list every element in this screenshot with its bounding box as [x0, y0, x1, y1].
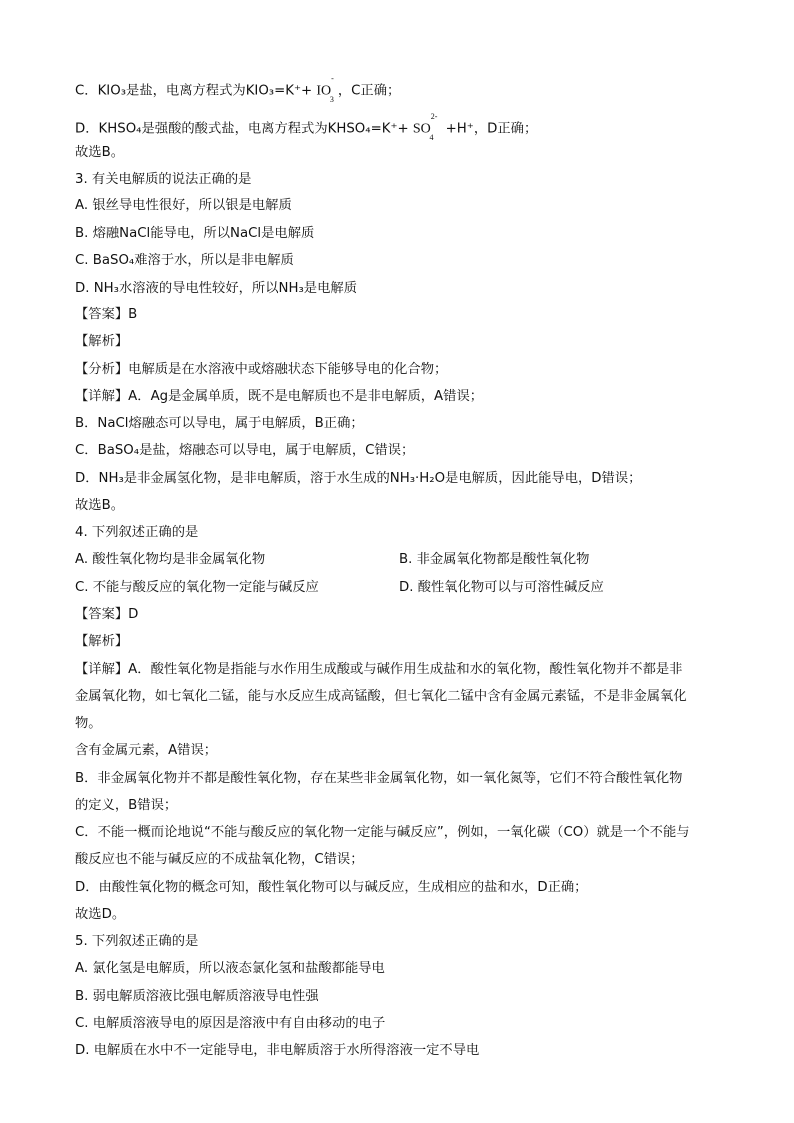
iodate-ion: [316, 74, 337, 105]
sulfate-ion: [412, 112, 442, 143]
question-4-detail-a-line-4: 含有金属元素，A错误；: [75, 743, 218, 758]
question-4-detail-a-line-1: 【详解】A．酸性氧化物是指能与水作用生成酸或与碱作用生成盐和水的氧化物，酸性氧化物并不都是非: [75, 662, 683, 677]
question-4-analysis-heading: 【解析】: [75, 634, 129, 649]
question-4-detail-a-line-3: 物。: [75, 716, 102, 731]
question-4-detail-d: D．由酸性氧化物的概念可知，酸性氧化物可以与碱反应，生成相应的盐和水，D正确；: [75, 880, 588, 895]
question-3-analysis: 【分析】电解质是在水溶液中或熔融状态下能够导电的化合物；: [75, 362, 448, 377]
question-4-option-b: B. 非金属氧化物都是酸性氧化物: [399, 552, 590, 567]
line-text: C．KIO₃是盐，电离方程式为KIO₃=K⁺+: [75, 83, 317, 99]
ion-charge: 2-: [430, 112, 438, 121]
question-5-option-d: D. 电解质在水中不一定能导电，非电解质溶于水所得溶液一定不导电: [75, 1043, 480, 1058]
question-4-conclusion: 故选D。: [75, 907, 126, 922]
question-4-detail-b-line-1: B．非金属氧化物并不都是酸性氧化物，存在某些非金属氧化物，如一氧化氮等，它们不符合酸性氧化物: [75, 771, 683, 786]
question-3-option-b: B. 熔融NaCl能导电，所以NaCl是电解质: [75, 226, 315, 241]
ion-formula: IO: [316, 83, 332, 99]
ion-charge: -: [331, 74, 334, 83]
question-4-options-row-1: [75, 551, 590, 569]
line-tail: +H⁺，D正确；: [441, 121, 538, 137]
question-3-option-d: D. NH₃水溶液的导电性较好，所以NH₃是电解质: [75, 281, 357, 296]
question-3-option-c: C. BaSO₄难溶于水，所以是非电解质: [75, 253, 294, 268]
question-4-detail-b-line-2: 的定义，B错误；: [75, 798, 178, 813]
answer-line-d: [75, 112, 538, 143]
question-4-detail-a-line-2: 金属氧化物，如七氧化二锰，能与水反应生成高锰酸，但七氧化二锰中含有金属元素锰，不是非金属氧化: [75, 689, 687, 704]
question-5-option-b: B. 弱电解质溶液比强电解质溶液导电性强: [75, 989, 319, 1004]
question-3-detail-d: D．NH₃是非金属氢化物，是非电解质，溶于水生成的NH₃·H₂O是电解质，因此能导电，D错误；: [75, 471, 642, 486]
question-3-detail-b: B．NaCl熔融态可以导电，属于电解质，B正确；: [75, 416, 364, 431]
line-text: D．KHSO₄是强酸的酸式盐，电离方程式为KHSO₄=K⁺+: [75, 121, 413, 137]
ion-formula: SO: [412, 121, 431, 137]
question-5-option-a: A. 氯化氢是电解质，所以液态氯化氢和盐酸都能导电: [75, 961, 385, 976]
answer-line-c: [75, 74, 401, 105]
question-4-stem: 4. 下列叙述正确的是: [75, 525, 199, 540]
question-3-detail-c: C．BaSO₄是盐，熔融态可以导电，属于电解质，C错误；: [75, 443, 415, 458]
question-4-option-c: C. 不能与酸反应的氧化物一定能与碱反应: [75, 580, 319, 595]
ion-subscript: 3: [329, 95, 334, 105]
ion-subscript: 4: [429, 133, 434, 143]
question-4-answer: 【答案】D: [75, 607, 139, 622]
question-3-option-a: A. 银丝导电性很好，所以银是电解质: [75, 198, 292, 213]
conclusion-line: 故选B。: [75, 145, 125, 160]
question-3-analysis-heading: 【解析】: [75, 334, 129, 349]
question-4-detail-c-line-2: 酸反应也不能与碱反应的不成盐氧化物，C错误；: [75, 852, 364, 867]
line-tail: ，C正确；: [337, 83, 401, 99]
question-4-option-a: A. 酸性氧化物均是非金属氧化物: [75, 552, 266, 567]
question-5-stem: 5. 下列叙述正确的是: [75, 934, 199, 949]
question-3-answer: 【答案】B: [75, 307, 138, 322]
question-3-stem: 3. 有关电解质的说法正确的是: [75, 172, 252, 187]
question-4-detail-c-line-1: C．不能一概而论地说“不能与酸反应的氧化物一定能与碱反应”，例如，一氧化碳（CO）就是一个不能与: [75, 825, 690, 840]
question-3-detail-a: 【详解】A．Ag是金属单质，既不是电解质也不是非电解质，A错误；: [75, 389, 484, 404]
question-3-conclusion: 故选B。: [75, 498, 125, 513]
question-4-options-row-2: [75, 579, 604, 597]
question-5-option-c: C. 电解质溶液导电的原因是溶液中有自由移动的电子: [75, 1016, 386, 1031]
question-4-option-d: D. 酸性氧化物可以与可溶性碱反应: [399, 580, 604, 595]
